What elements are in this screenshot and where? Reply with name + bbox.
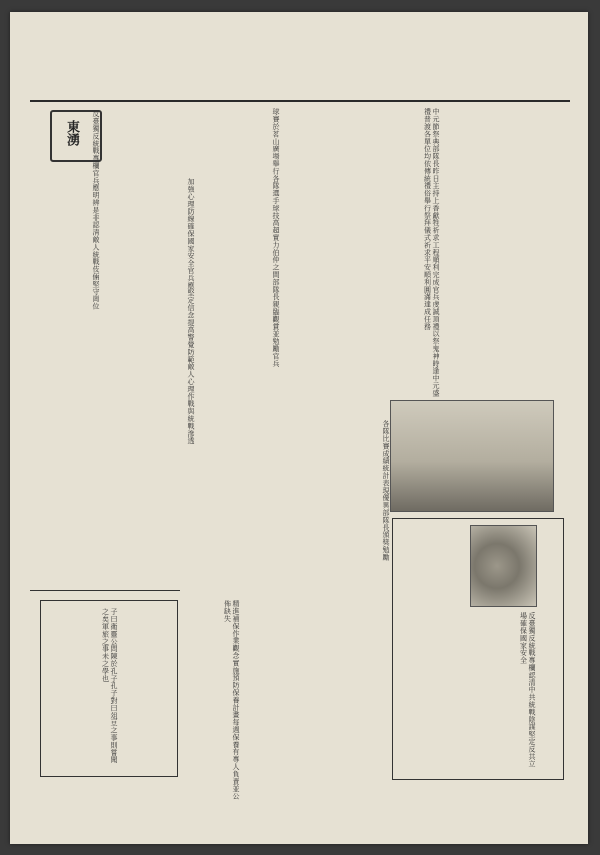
- column-photo: [470, 525, 537, 607]
- middle-body: 各隊比賽成績統計表現優異部隊長頒獎勉勵: [382, 420, 390, 561]
- column-body: 反臺獨反統戰專欄認清中共統戰陰謀堅定反共立場確保國家安全: [519, 612, 536, 768]
- story4-body: 精進補保作業觀念實施預防保養計畫每週保養有專人負責並公佈缺失: [223, 600, 240, 800]
- story1-body: 中元節祭典部隊長昨日主持上香獻牲祈求工程順利完成官兵虔誠頂禮以祭鬼神時逢中元盛禮普渡各單位均依傳統禮俗舉行祭拜儀式祈求平安順利圓滿達成任務: [423, 108, 440, 397]
- story3-body: 加強心理防線確保國家安全官兵應堅定信念提高警覺防範敵人心理作戰與統戰滲透: [187, 178, 195, 445]
- classics-body: 子曰衛靈公問陳於孔子孔子對曰俎豆之事則嘗聞之矣軍旅之事未之學也: [101, 608, 118, 764]
- left-column-body: 反臺獨反統戰專欄官兵應明辨是非認清敵人統戰伎倆堅守崗位: [92, 110, 100, 310]
- divider: [30, 590, 180, 591]
- ceremony-photo: [390, 400, 554, 512]
- story2-body: 球賽於茗山廣場舉行各隊選手球技高超實力伯仲之間部隊長親臨觀賞並勉勵官兵: [272, 108, 280, 367]
- masthead-bar: [30, 72, 570, 102]
- seal-stamp: 東湧: [50, 110, 102, 162]
